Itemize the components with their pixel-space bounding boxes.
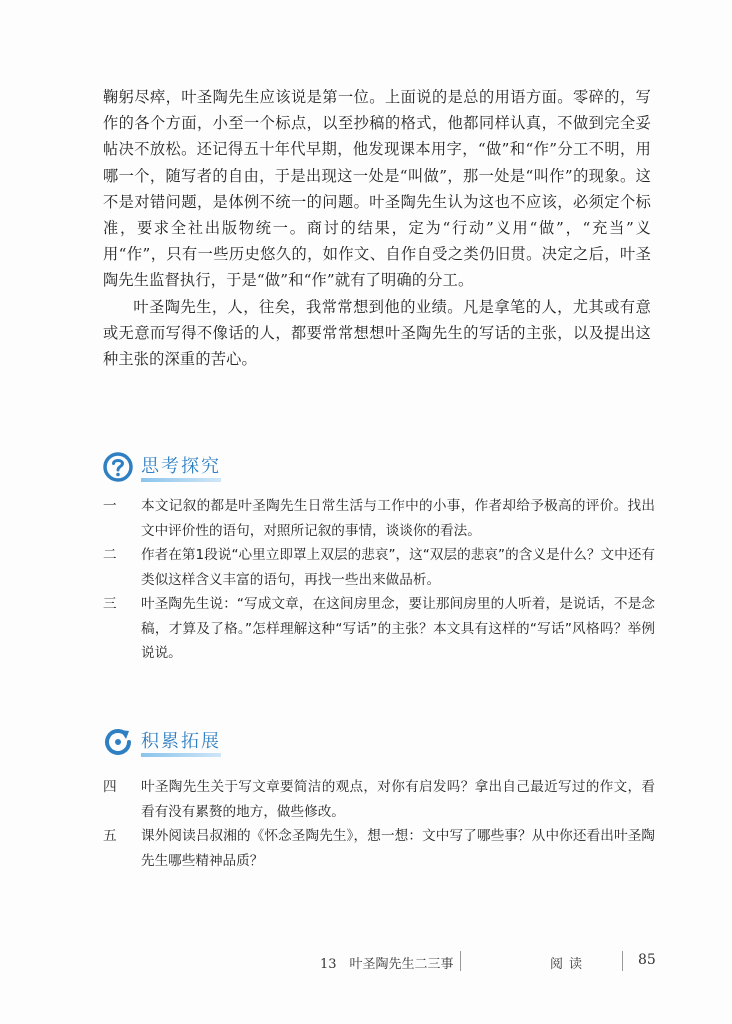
question-list-thinking <box>103 494 655 666</box>
question-text: 作者在第1段说“心里立即罩上双层的悲哀”，这“双层的悲哀”的含义是什么？文中还有类似这样含义丰富的语句，再找一些出来做品析。 <box>141 547 655 588</box>
question-number: 五 <box>103 828 117 844</box>
question-number: 一 <box>103 498 117 514</box>
section-header-accumulate <box>103 722 221 762</box>
question-text: 叶圣陶先生关于写文章要简洁的观点，对你有启发吗？拿出自己最近写过的作文，看看有没有累赘的地方，做些修改。 <box>141 779 655 820</box>
question-item <box>103 494 655 543</box>
divider <box>622 951 623 971</box>
article-body <box>103 84 651 372</box>
page-footer <box>300 951 680 973</box>
page-number: 85 <box>638 952 656 968</box>
section-title: 积累拓展 <box>141 727 221 757</box>
question-text: 本文记叙的都是叶圣陶先生日常生活与工作中的小事，作者却给予极高的评价。找出文中评价性的语句，对照所记叙的事情，谈谈你的看法。 <box>141 498 655 539</box>
paragraph-closing: 叶圣陶先生，人，往矣，我常常想到他的业绩。凡是拿笔的人，尤其或有意或无意而写得不像话的人，都要常常想想叶圣陶先生的写话的主张，以及提出这种主张的深重的苦心。 <box>103 297 651 369</box>
refresh-arrow-icon <box>103 727 133 757</box>
question-circle-icon <box>103 452 133 482</box>
title-underline <box>141 753 221 757</box>
paragraph-continued: 鞠躬尽瘁，叶圣陶先生应该说是第一位。上面说的是总的用语方面。零碎的，写作的各个方面，小至一个标点，以至抄稿的格式，他都同样认真，不做到完全妥帖决不放松。还记得五十年代早期，他发现课本用字，“做”和“作”分工不明，用哪一个，随写者的自由，于是出现这一处是“叫做”，那一处是“叫作”的现象。这不是对错问题，是体例不统一的问题。叶圣陶先生认为这也不应该，必须定个标准，要求全社出版物统一。商讨的结果，定为“行动”义用“做”，“充当”义用“作”，只有一些历史悠久的，如作文、自作自受之类仍旧贯。决定之后，叶圣陶先生监督执行，于是“做”和“作”就有了明确的分工。 <box>103 88 651 290</box>
question-number: 二 <box>103 547 117 563</box>
title-underline <box>141 478 221 482</box>
question-list-accumulate <box>103 775 655 873</box>
question-item <box>103 543 655 592</box>
question-text: 课外阅读吕叔湘的《怀念圣陶先生》，想一想：文中写了哪些事？从中你还看出叶圣陶先生哪些精神品质？ <box>141 828 655 869</box>
section-label: 阅读 <box>550 957 589 972</box>
question-number: 三 <box>103 596 117 612</box>
question-item <box>103 775 655 824</box>
section-title: 思考探究 <box>141 452 221 482</box>
question-item <box>103 592 655 666</box>
section-header-thinking <box>103 447 221 487</box>
chapter-title: 13 叶圣陶先生二三事 <box>320 957 454 972</box>
divider <box>460 951 461 971</box>
question-text: 叶圣陶先生说：“写成文章，在这间房里念，要让那间房里的人听着，是说话，不是念稿，才算及了格。”怎样理解这种“写话”的主张？本文具有这样的“写话”风格吗？举例说说。 <box>141 596 655 661</box>
question-number: 四 <box>103 779 117 795</box>
question-item <box>103 824 655 873</box>
